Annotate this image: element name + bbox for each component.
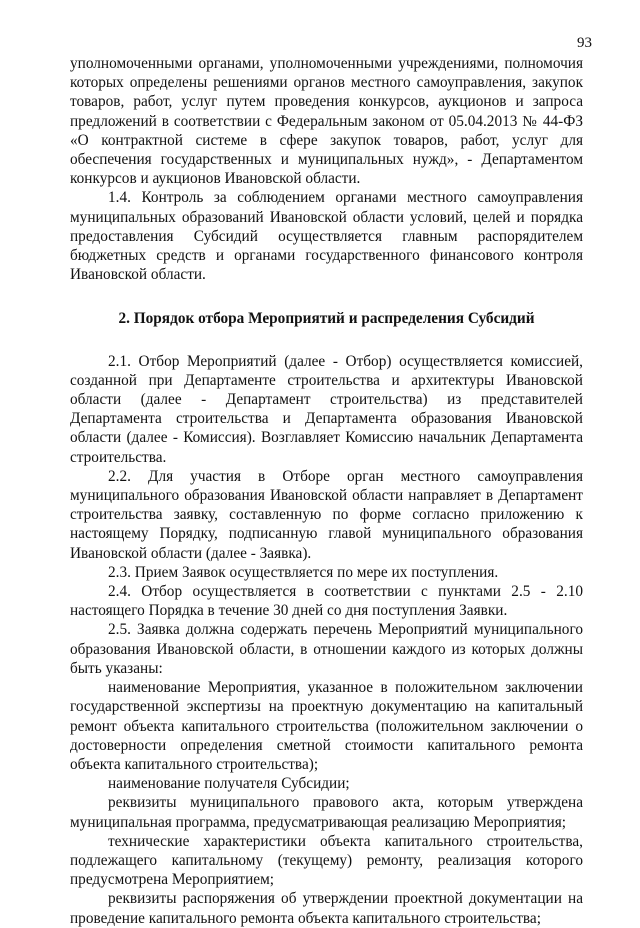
paragraph-2-4: 2.4. Отбор осуществляется в соответствии с пунктами 2.5 - 2.10 настоящего Порядка в течение 30 дней со дня поступления Заявки. <box>70 583 583 620</box>
list-item: технические характеристики объекта капитального строительства, подлежащего капитальному (текущему) ремонту, реализация которого предусмотрена Мероприятием; <box>70 832 583 889</box>
document-body <box>70 54 583 928</box>
paragraph-2-1: 2.1. Отбор Мероприятий (далее - Отбор) осуществляется комиссией, созданной при Департаменте строительства и архитектуры Ивановской области (далее - Департамент строительства) из представителей Департамента строительства и Департамента образования Ивановской области (далее - Комиссия). Возглавляет Комиссию начальник Департамента строительства. <box>70 352 583 466</box>
paragraph-2-2: 2.2. Для участия в Отборе орган местного самоуправления муниципального образования Ивановской области направляет в Департамент строительства заявку, составленную по форме согласно приложению к настоящему Порядку, подписанную главой муниципального образования Ивановской области (далее - Заявка). <box>70 467 583 562</box>
paragraph-1-4: 1.4. Контроль за соблюдением органами местного самоуправления муниципальных образований Ивановской области условий, целей и порядка предоставления Субсидий осуществляется главным распорядителем бюджетных средств и органами государственного финансового контроля Ивановской области. <box>70 189 583 284</box>
paragraph-section1-tail: уполномоченными органами, уполномоченными учреждениями, полномочия которых определены решениями органов местного самоуправления, закупок товаров, работ, услуг путем проведения конкурсов, аукционов и запроса предложений в соответствии с Федеральным законом от 05.04.2013 № 44-ФЗ «О контрактной системе в сфере закупок товаров, работ, услуг для обеспечения государственных и муниципальных нужд», - Департаментом конкурсов и аукционов Ивановской области. <box>70 55 583 188</box>
paragraph-2-3: 2.3. Прием Заявок осуществляется по мере их поступления. <box>108 563 499 581</box>
paragraph-2-5: 2.5. Заявка должна содержать перечень Мероприятий муниципального образования Ивановской области, в отношении каждого из которых должны быть указаны: <box>70 621 583 677</box>
list-item: наименование Мероприятия, указанное в положительном заключении государственной экспертизы на проектную документацию на капитальный ремонт объекта капитального строительства (положительном заключении о достоверности определения сметной стоимости капитального ремонта объекта капитального строительства); <box>70 679 583 773</box>
list-item: наименование получателя Субсидии; <box>108 775 350 793</box>
section-2-title: 2. Порядок отбора Мероприятий и распределения Субсидий <box>118 310 535 328</box>
page-number: 93 <box>577 35 592 51</box>
list-item: реквизиты муниципального правового акта, которым утверждена муниципальная программа, предусматривающая реализацию Мероприятия; <box>70 794 583 831</box>
list-item: реквизиты распоряжения об утверждении проектной документации на проведение капитального ремонта объекта капитального строительства; <box>70 890 583 927</box>
